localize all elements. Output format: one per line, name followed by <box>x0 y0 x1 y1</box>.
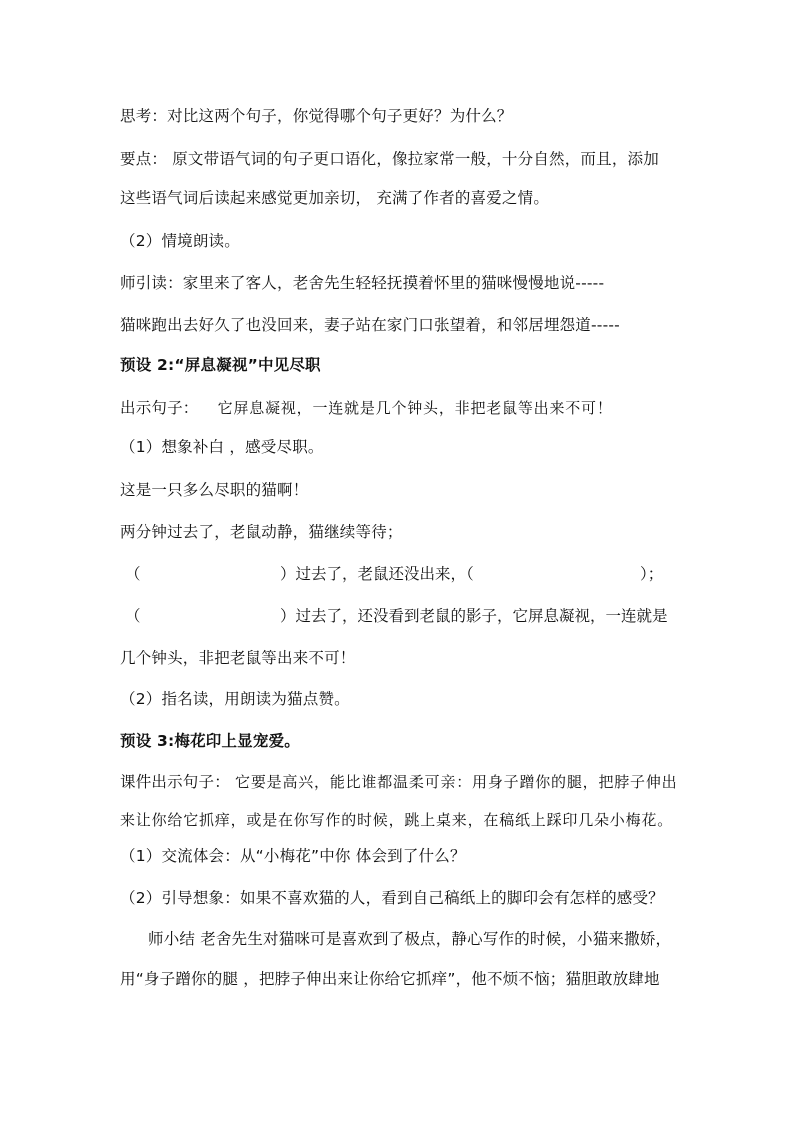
think-question: 思考：对比这两个句子，你觉得哪个句子更好？为什么？ <box>120 107 513 125</box>
courseware-sentence-line <box>120 772 677 792</box>
situational-reading-heading: （2）情境朗读。 <box>120 232 240 250</box>
show-sentence-line <box>120 398 613 418</box>
dutiful-cat-line: 这是一只多么尽职的猫啊！ <box>120 481 309 499</box>
imagine-heading: （1）想象补白 ，感受尽职。 <box>120 438 324 456</box>
courseware-text-2: 来让你给它抓痒，或是在你写作的时候，跳上桌来，在稿纸上踩印几朵小梅花。 <box>120 811 674 829</box>
preset-3-title: 预设 3:梅花印上显宠爱。 <box>120 732 300 750</box>
show-sentence-text: 它屏息凝视，一连就是几个钟头，非把老鼠等出来不可！ <box>217 399 613 417</box>
fill-blank-row-2-open: （ <box>125 607 141 625</box>
fill-blank-row-1-open: （ <box>125 565 141 583</box>
cat-ran-out-line: 猫咪跑出去好久了也没回来，妻子站在家门口张望着，和邻居埋怨道----- <box>120 316 620 334</box>
preset-2-title: 预设 2:“屏息凝视”中见尽职 <box>120 356 321 374</box>
summary-line-1: 师小结 老舍先生对猫咪可是喜欢到了极点，静心写作的时候，小猫来撒娇， <box>148 930 672 948</box>
courseware-label: 课件出示句子： <box>120 773 230 791</box>
fill-blank-row-1-close: ）； <box>640 565 664 583</box>
show-sentence-label: 出示句子： <box>120 399 199 417</box>
key-points-line-1: 要点： 原文带语气词的句子更口语化，像拉家常一般，十分自然，而且，添加 <box>120 150 659 168</box>
teacher-lead-reading: 师引读：家里来了客人，老舍先生轻轻抚摸着怀里的猫咪慢慢地说----- <box>120 274 605 292</box>
several-hours-line: 几个钟头，非把老鼠等出来不可！ <box>120 649 356 667</box>
guide-imagine-heading: （2）引导想象：如果不喜欢猫的人，看到自己稿纸上的脚印会有怎样的感受？ <box>120 889 664 907</box>
two-minutes-line: 两分钟过去了，老鼠动静，猫继续等待； <box>120 523 403 541</box>
summary-line-2: 用“身子蹭你的腿 ，把脖子伸出来让你给它抓痒”，他不烦不恼；猫胆敢放肆地 <box>120 970 660 988</box>
name-reading-heading: （2）指名读，用朗读为猫点赞。 <box>120 690 350 708</box>
key-points-line-2: 这些语气词后读起来感觉更加亲切， 充满了作者的喜爱之情。 <box>120 189 550 207</box>
courseware-text-1: 它要是高兴，能比谁都温柔可亲：用身子蹭你的腿，把脖子伸出 <box>235 773 678 791</box>
exchange-heading: （1）交流体会：从“小梅花”中你 体会到了什么？ <box>120 847 466 865</box>
fill-blank-row-1-middle: ）过去了，老鼠还没出来，（ <box>280 565 474 583</box>
fill-blank-row-2-rest: ）过去了，还没看到老鼠的影子，它屏息凝视，一连就是 <box>280 607 668 625</box>
